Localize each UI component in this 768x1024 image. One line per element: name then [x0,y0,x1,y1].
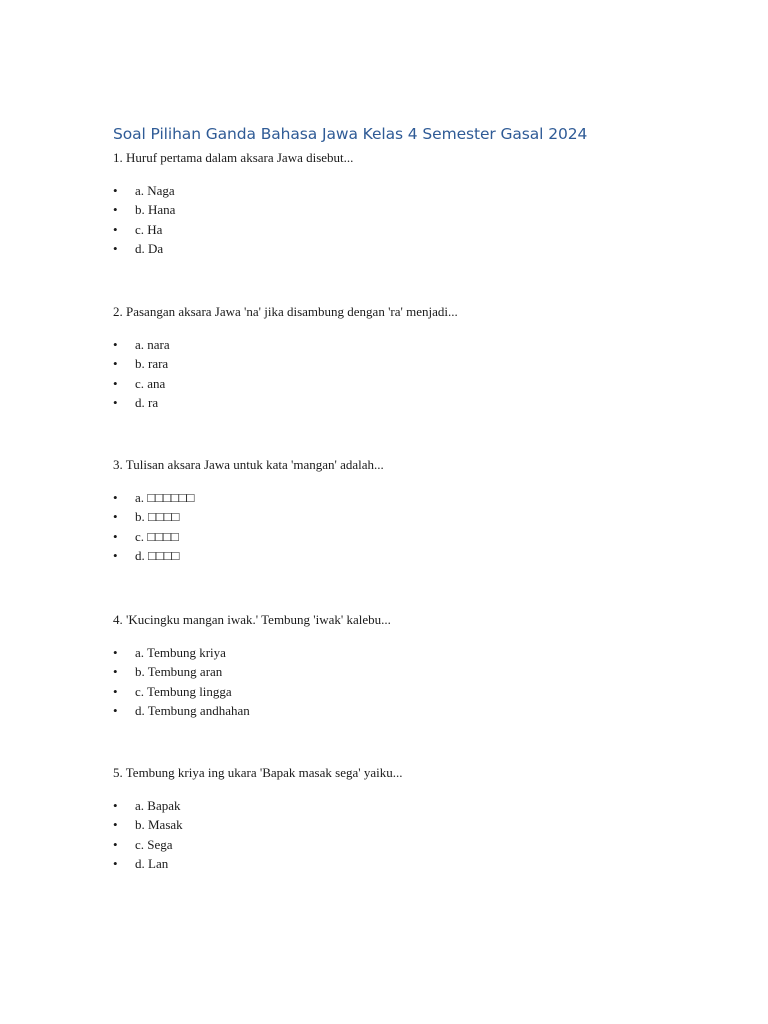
document-title: Soal Pilihan Ganda Bahasa Jawa Kelas 4 Semester Gasal 2024 [113,125,588,143]
options-list [113,488,713,565]
option-item [113,643,713,662]
option-label: d. Tembung andhahan [135,702,250,718]
option-item [113,220,713,239]
option-item [113,796,713,815]
option-item [113,239,713,258]
bullet-icon: • [113,337,118,352]
bullet-icon: • [113,683,118,699]
option-item [113,701,713,720]
option-item [113,354,713,373]
option-item [113,374,713,393]
option-item [113,815,713,834]
bullet-icon: • [113,375,118,391]
option-label: b. Hana [135,202,176,218]
option-item [113,507,713,526]
option-label: c. ana [135,375,166,391]
option-label: b. □□□□ [135,509,180,525]
bullet-icon: • [113,547,118,563]
option-item [113,393,713,412]
question-text: 2. Pasangan aksara Jawa 'na' jika disambung dengan 'ra' menjadi... [113,304,458,319]
option-label: a. Bapak [135,798,181,813]
bullet-icon: • [113,240,118,256]
option-item [113,835,713,854]
option-label: a. nara [135,337,170,352]
question-3 [113,457,713,565]
option-label: d. □□□□ [135,547,180,563]
option-item [113,200,713,219]
bullet-icon: • [113,394,118,410]
option-item [113,335,713,354]
bullet-icon: • [113,509,118,525]
bullet-icon: • [113,798,118,813]
option-item [113,854,713,873]
option-label: a. □□□□□□ [135,490,195,505]
bullet-icon: • [113,817,118,833]
option-label: a. Naga [135,183,175,198]
option-label: c. Ha [135,221,163,237]
question-text: 1. Huruf pertama dalam aksara Jawa disebut... [113,150,354,165]
option-item [113,181,713,200]
option-label: c. □□□□ [135,528,179,544]
bullet-icon: • [113,702,118,718]
option-item [113,662,713,681]
option-label: b. rara [135,356,169,372]
question-4 [113,612,713,720]
bullet-icon: • [113,490,118,505]
bullet-icon: • [113,528,118,544]
bullet-icon: • [113,356,118,372]
bullet-icon: • [113,836,118,852]
options-list [113,335,713,412]
options-list [113,181,713,258]
options-list [113,643,713,720]
question-1 [113,150,713,258]
bullet-icon: • [113,664,118,680]
option-label: a. Tembung kriya [135,645,226,660]
question-text: 3. Tulisan aksara Jawa untuk kata 'mangan' adalah... [113,457,384,472]
bullet-icon: • [113,645,118,660]
option-label: b. Masak [135,817,183,833]
bullet-icon: • [113,183,118,198]
option-item [113,488,713,507]
question-5 [113,765,713,873]
option-item [113,682,713,701]
question-text: 5. Tembung kriya ing ukara 'Bapak masak sega' yaiku... [113,765,403,780]
question-text: 4. 'Kucingku mangan iwak.' Tembung 'iwak' kalebu... [113,612,391,627]
question-2 [113,304,713,412]
option-label: d. Lan [135,855,169,871]
option-item [113,546,713,565]
option-label: d. Da [135,240,164,256]
bullet-icon: • [113,221,118,237]
option-label: c. Tembung lingga [135,683,232,699]
option-label: b. Tembung aran [135,664,223,680]
option-item [113,527,713,546]
option-label: c. Sega [135,836,173,852]
bullet-icon: • [113,855,118,871]
option-label: d. ra [135,394,159,410]
bullet-icon: • [113,202,118,218]
options-list [113,796,713,873]
